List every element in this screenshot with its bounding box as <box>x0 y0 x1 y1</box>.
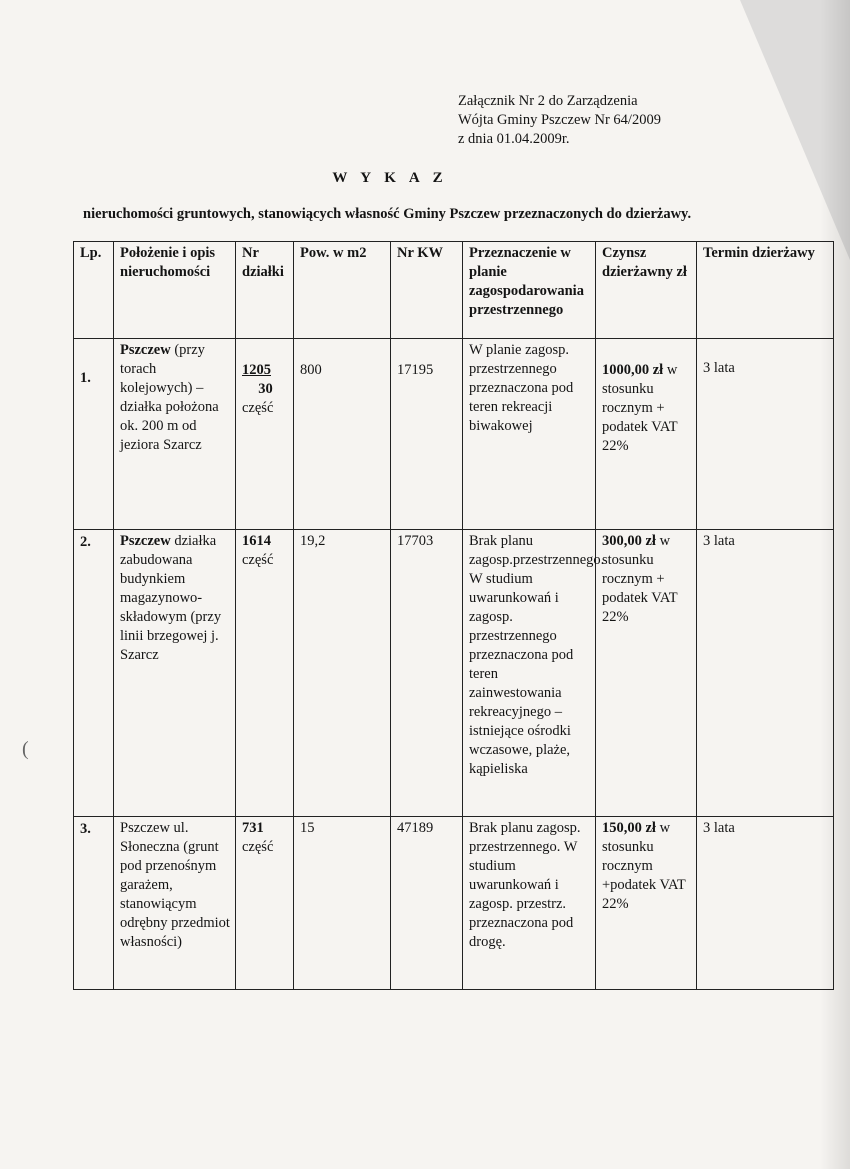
rent-text: w stosunku rocznym +podatek VAT 22% <box>602 820 686 912</box>
row-rent <box>596 339 697 530</box>
plot-note: część <box>242 400 274 416</box>
row-rent <box>596 817 697 990</box>
location-text: (przy torach kolejowych) – działka położona ok. 200 m od jeziora Szarcz <box>120 342 219 453</box>
location-text: Pszczew ul. Słoneczna (grunt pod przenośnym garażem, stanowiącym odrębny przedmiot własności) <box>120 820 230 950</box>
row-lp: 1. <box>74 339 114 530</box>
scan-mark: ( <box>22 738 29 760</box>
header-rent: Czynsz dzierżawny zł <box>596 242 697 339</box>
plot-number: 1614 <box>242 533 271 549</box>
table-row <box>74 817 834 990</box>
header-term: Termin dzierżawy <box>697 242 834 339</box>
row-kw: 47189 <box>391 817 463 990</box>
header-location: Położenie i opis nieruchomości <box>114 242 236 339</box>
row-lp: 3. <box>74 817 114 990</box>
location-bold: Pszczew <box>120 342 171 358</box>
location-bold: Pszczew <box>120 533 171 549</box>
document-title: W Y K A Z <box>332 170 448 186</box>
header-lp: Lp. <box>74 242 114 339</box>
row-kw: 17195 <box>391 339 463 530</box>
header-note-line1: Załącznik Nr 2 do Zarządzenia <box>458 93 638 109</box>
plot-note: część <box>242 839 274 855</box>
table-row <box>74 339 834 530</box>
rent-amount: 1000,00 zł <box>602 362 664 378</box>
rent-amount: 300,00 zł <box>602 533 656 549</box>
header-purpose: Przeznaczenie w planie zagospodarowania przestrzennego <box>463 242 596 339</box>
row-area: 19,2 <box>294 530 391 817</box>
row-area: 15 <box>294 817 391 990</box>
row-purpose: Brak planu zagosp.przestrzennego. W studium uwarunkowań i zagosp. przestrzennego przeznaczona pod teren zainwestowania rekreacyjnego – istniejące ośrodki wczasowe, plaże, kąpieliska <box>463 530 596 817</box>
row-term: 3 lata <box>697 530 834 817</box>
row-purpose: W planie zagosp. przestrzennego przeznaczona pod teren rekreacji biwakowej <box>463 339 596 530</box>
row-kw: 17703 <box>391 530 463 817</box>
header-area: Pow. w m2 <box>294 242 391 339</box>
plot-number: 731 <box>242 820 264 836</box>
header-kw: Nr KW <box>391 242 463 339</box>
plot-note: część <box>242 552 274 568</box>
plot-number: 1205 <box>242 362 271 378</box>
header-note-line3: z dnia 01.04.2009r. <box>458 131 570 147</box>
lease-table <box>73 241 834 990</box>
row-location <box>114 530 236 817</box>
row-plot <box>236 530 294 817</box>
row-plot <box>236 817 294 990</box>
row-plot <box>236 339 294 530</box>
rent-text: w stosunku rocznym + podatek VAT 22% <box>602 533 678 625</box>
row-location <box>114 817 236 990</box>
rent-amount: 150,00 zł <box>602 820 656 836</box>
row-location <box>114 339 236 530</box>
row-rent <box>596 530 697 817</box>
row-term: 3 lata <box>697 339 834 530</box>
header-note-line2: Wójta Gminy Pszczew Nr 64/2009 <box>458 112 661 128</box>
table-header-row <box>74 242 834 339</box>
rent-text: w stosunku rocznym + podatek VAT 22% <box>602 362 678 454</box>
row-area: 800 <box>294 339 391 530</box>
document-subtitle: nieruchomości gruntowych, stanowiących własność Gminy Pszczew przeznaczonych do dzierżawy. <box>83 206 692 222</box>
table-row <box>74 530 834 817</box>
header-plot: Nr działki <box>236 242 294 339</box>
plot-denominator: 30 <box>258 381 273 397</box>
location-text: działka zabudowana budynkiem magazynowo-składowym (przy linii brzegowej j. Szarcz <box>120 533 222 663</box>
row-purpose: Brak planu zagosp. przestrzennego. W studium uwarunkowań i zagosp. przestrz. przeznaczona pod drogę. <box>463 817 596 990</box>
row-lp: 2. <box>74 530 114 817</box>
header-note <box>458 92 661 149</box>
row-term: 3 lata <box>697 817 834 990</box>
